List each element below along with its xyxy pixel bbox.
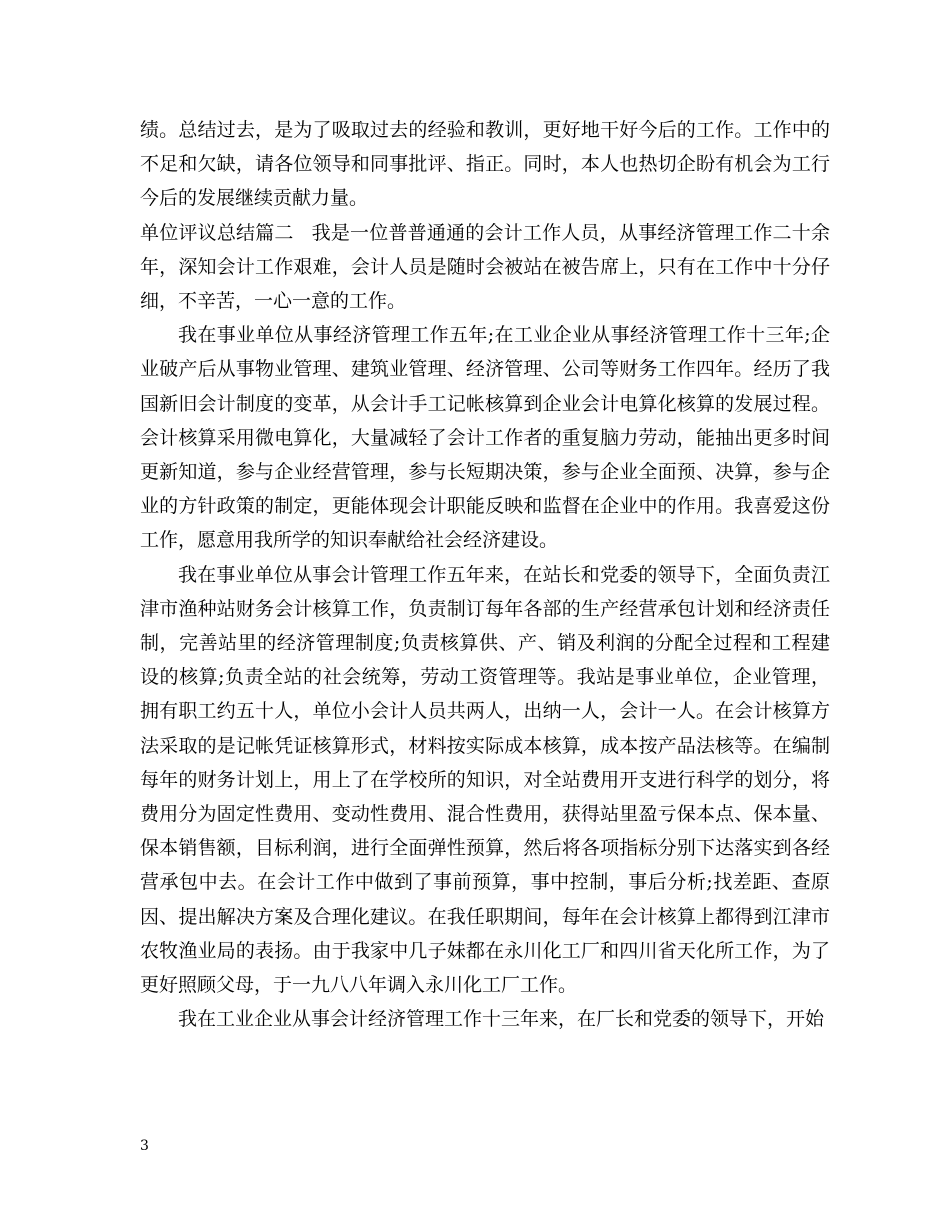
section-intro-text: 我是一位普普通通的会计工作人员，从事经济管理工作二十余年，深知会计工作艰难，会计人员是随时会被站在被告席上，只有在工作中十分仔细，不辛苦，一心一意的工作。: [140, 221, 830, 313]
paragraph: 我在工业企业从事会计经济管理工作十三年来，在厂长和党委的领导下，开始: [178, 1008, 825, 1031]
section-heading: 单位评议总结篇二: [140, 221, 294, 244]
document-body: [140, 113, 830, 1036]
paragraph-continuation: 绩。总结过去，是为了吸取过去的经验和教训，更好地干好今后的工作。工作中的不足和欠缺，请各位领导和同事批评、指正。同时，本人也热切企盼有机会为工行今后的发展继续贡献力量。: [140, 119, 830, 210]
paragraph: 我在事业单位从事经济管理工作五年;在工业企业从事经济管理工作十三年;企业破产后从事物业管理、建筑业管理、经济管理、公司等财务工作四年。经历了我国新旧会计制度的变革，从会计手工记帐核算到企业会计电算化核算的发展过程。会计核算采用微电算化，大量减轻了会计工作者的重复脑力劳动，能抽出更多时间更新知道，参与企业经营管理，参与长短期决策，参与企业全面预、决算，参与企业的方针政策的制定，更能体现会计职能反映和监督在企业中的作用。我喜爱这份工作，愿意用我所学的知识奉献给社会经济建设。: [140, 324, 830, 552]
section-paragraph: [140, 216, 830, 319]
paragraph: 我在事业单位从事会计管理工作五年来，在站长和党委的领导下，全面负责江津市渔种站财务会计核算工作，负责制订每年各部的生产经营承包计划和经济责任制，完善站里的经济管理制度;负责核算供、产、销及利润的分配全过程和工程建设的核算;负责全站的社会统筹，劳动工资管理等。我站是事业单位，企业管理，拥有职工约五十人，单位小会计人员共两人，出纳一人，会计一人。在会计核算方法采取的是记帐凭证核算形式，材料按实际成本核算，成本按产品法核等。在编制每年的财务计划上，用上了在学校所的知识，对全站费用开支进行科学的划分，将费用分为固定性费用、变动性费用、混合性费用，获得站里盈亏保本点、保本量、保本销售额，目标利润，进行全面弹性预算，然后将各项指标分别下达落实到各经营承包中去。在会计工作中做到了事前预算，事中控制，事后分析;找差距、查原因、提出解决方案及合理化建议。在我任职期间，每年在会计核算上都得到江津市农牧渔业局的表扬。由于我家中几子妹都在永川化工厂和四川省天化所工作，为了更好照顾父母，于一九八八年调入永川化工厂工作。: [140, 563, 830, 997]
page-number: 3: [140, 1138, 149, 1154]
